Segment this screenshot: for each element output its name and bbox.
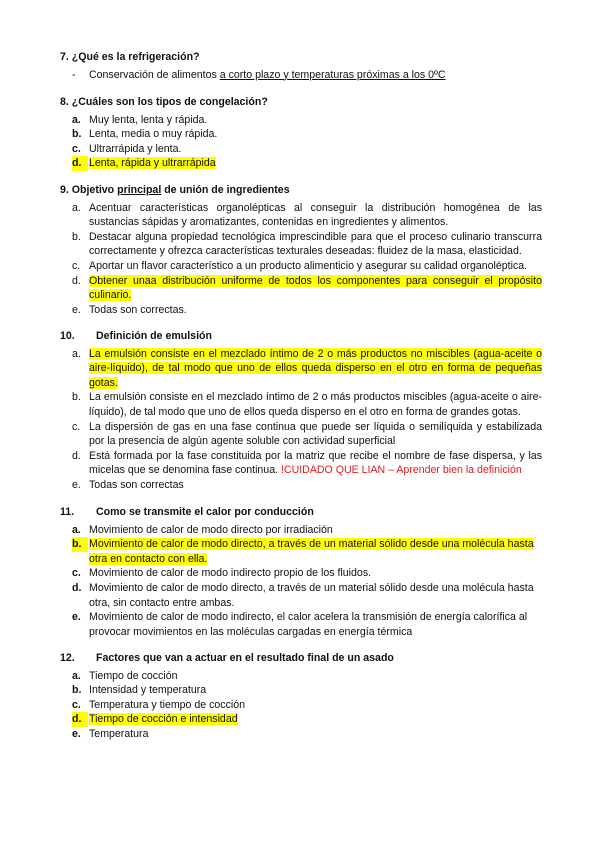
option-e: e. Todas son correctas.	[72, 303, 187, 316]
answer-underlined-text: a corto plazo y temperaturas próximas a los 0ºC	[219, 68, 446, 81]
question-7-title: 7. ¿Qué es la refrigeración?	[60, 51, 200, 63]
option-c: c. Ultrarrápida y lenta.	[72, 142, 182, 155]
option-a: a. Muy lenta, lenta y rápida.	[72, 113, 208, 126]
option-e: e. Movimiento de calor de modo indirecto, el calor acelera la transmisión de energía calorífica al provocar movimientos en las moléculas cargadas en energía térmica	[72, 611, 528, 638]
option-d: d. Está formada por la fase constituida por la matriz que recibe el nombre de fase dispersa, y las micelas que se denomina fase continua. !CUIDADO QUE LIAN – Aprender bien la definición	[72, 449, 542, 477]
question-7-answer	[60, 68, 542, 83]
option-e: e. Temperatura	[72, 727, 149, 740]
option-e: e. Todas son correctas	[72, 478, 184, 491]
option-c: c. Aportar un flavor característico a un producto alimenticio y asegurar su calidad organoléptica.	[72, 259, 528, 272]
question-10	[60, 329, 542, 493]
answer-text: Conservación de alimentos	[89, 68, 220, 81]
option-a: a. Acentuar características organolépticas al conseguir la distribución homogénea de las sustancias sápidas y aromatizantes, contenidas en ingredientes y alimentos.	[72, 201, 542, 229]
question-8	[60, 95, 542, 171]
option-c: c. Movimiento de calor de modo indirecto propio de los fluidos.	[72, 567, 372, 580]
option-b: b. La emulsión consiste en el mezclado íntimo de 2 o más productos miscibles (agua-aceite o aire-líquido), de tal modo que uno de ellos queda disperso en el otro en forma de grandes gotas.	[72, 391, 542, 418]
question-10-title: 10. Definición de emulsión	[60, 330, 212, 342]
question-11-title: 11. Como se transmite el calor por conducción	[60, 506, 314, 518]
option-d-correct: d. Obtener unaa distribución uniforme de todos los componentes para conseguir el propósito culinario.	[72, 274, 542, 302]
option-d: d. Movimiento de calor de modo directo, a través de un material sólido desde una molécula hasta otra, sin contacto entre ambas.	[72, 581, 534, 609]
warning-note: !CUIDADO QUE LIAN – Aprender bien la definición	[280, 464, 522, 477]
question-9-title: 9. Objetivo principal de unión de ingredientes	[60, 184, 290, 196]
option-a: a. Movimiento de calor de modo directo por irradiación	[72, 523, 333, 536]
option-b: b. Lenta, media o muy rápida.	[72, 128, 218, 141]
option-a-correct: a. La emulsión consiste en el mezclado íntimo de 2 o más productos no miscibles (agua-aceite o aire-líquido), de tal modo que uno de ellos queda disperso en el otro en forma de pequeñas gotas.	[72, 347, 542, 389]
question-9	[60, 183, 542, 317]
option-c: c. Temperatura y tiempo de cocción	[72, 698, 246, 711]
question-12-title: 12. Factores que van a actuar en el resultado final de un asado	[60, 652, 394, 664]
question-8-title: 8. ¿Cuáles son los tipos de congelación?	[60, 96, 268, 108]
question-11	[60, 505, 542, 639]
dash-marker: -	[72, 68, 76, 81]
option-b: b. Destacar alguna propiedad tecnológica imprescindible para que el proceso culinario transcurra correctamente y ofrezca características texturales deseadas: fluidez de la masa, elasticidad.	[72, 230, 542, 258]
option-d-correct: d. Lenta, rápida y ultrarrápida	[72, 157, 216, 170]
option-c: c. La dispersión de gas en una fase continua que puede ser líquida o semilíquida y estabilizada por la presencia de algún agente soluble con actividad superficial	[72, 420, 542, 448]
question-12	[60, 651, 542, 742]
option-b-correct: b. Movimiento de calor de modo directo, a través de un material sólido desde una molécula hasta otra en contacto con ella.	[72, 538, 534, 565]
option-b: b. Intensidad y temperatura	[72, 684, 207, 697]
question-7	[60, 50, 542, 82]
option-a: a. Tiempo de cocción	[72, 669, 178, 682]
option-d-correct: d. Tiempo de cocción e intensidad	[72, 713, 238, 726]
